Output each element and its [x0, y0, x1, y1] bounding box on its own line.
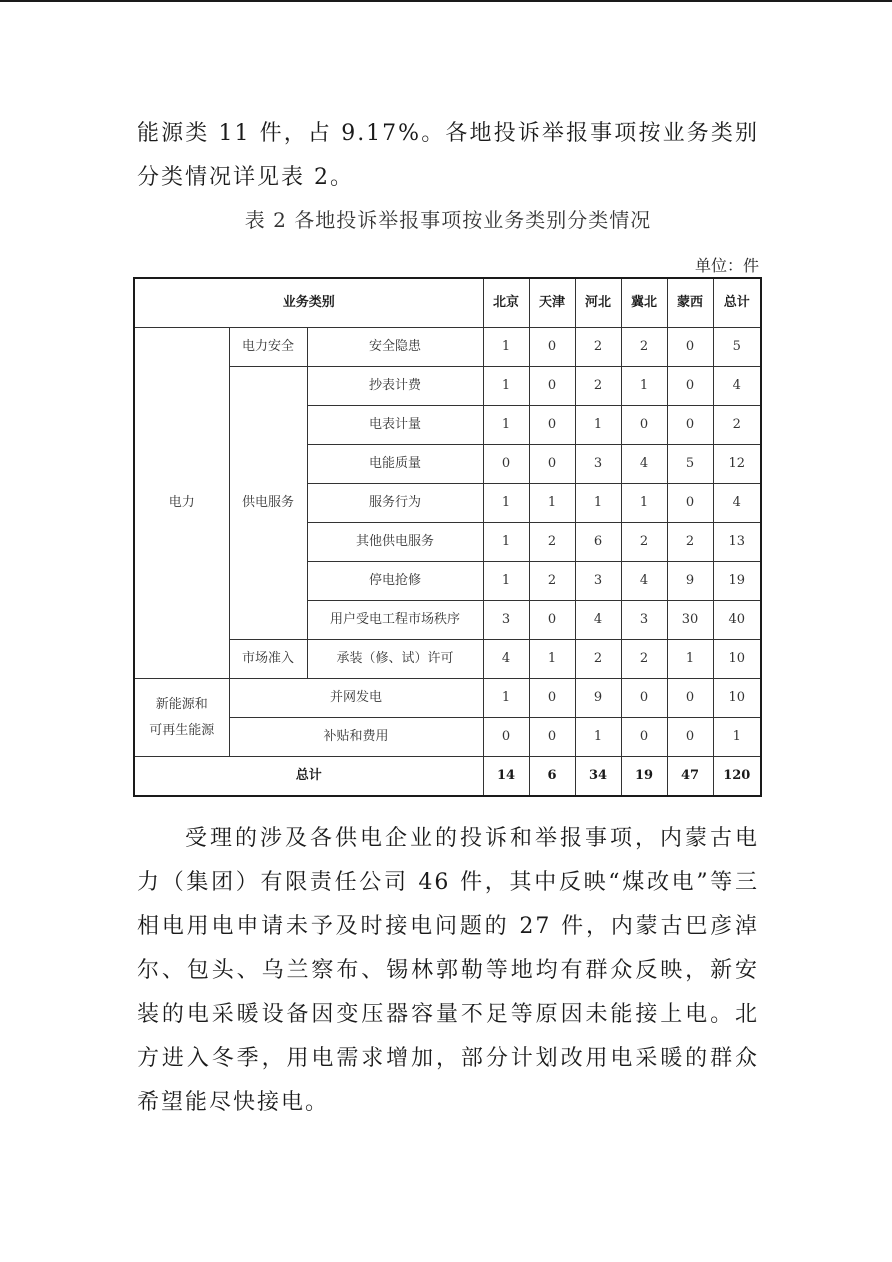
table-header-row	[134, 278, 761, 328]
row-label: 承装（修、试）许可	[307, 640, 483, 679]
intro-paragraph: 能源类 11 件，占 9.17%。各地投诉举报事项按业务类别分类情况详见表 2。	[137, 121, 759, 190]
subgroup-supply: 供电服务	[229, 367, 307, 640]
body-paragraph: 受理的涉及各供电企业的投诉和举报事项，内蒙古电力（集团）有限责任公司 46 件，其中反映“煤改电”等三相电用电申请未予及时接电问题的 27 件，内蒙古巴彦淖尔、包头、乌兰察布、锡林郭勒等地均有群众反映，新安装的电采暖设备因变压器容量不足等原因未能接上电。北方进入冬季，用电需求增加，部分计划改用电采暖的群众希望能尽快接电。	[137, 826, 759, 1115]
cell-value: 0	[667, 718, 713, 757]
cell-value: 0	[483, 718, 529, 757]
row-label: 停电抢修	[307, 562, 483, 601]
cell-value: 1	[529, 484, 575, 523]
cell-value: 1	[621, 367, 667, 406]
group-electric: 电力	[134, 328, 229, 679]
cell-value: 13	[713, 523, 761, 562]
cell-value: 40	[713, 601, 761, 640]
cell-value: 0	[667, 679, 713, 718]
complaint-table	[133, 277, 762, 797]
cell-value: 0	[529, 367, 575, 406]
cell-value: 1	[483, 562, 529, 601]
row-label: 服务行为	[307, 484, 483, 523]
cell-value: 19	[713, 562, 761, 601]
cell-value: 1	[621, 484, 667, 523]
cell-value: 2	[575, 328, 621, 367]
cell-value: 4	[621, 445, 667, 484]
cell-value: 4	[575, 601, 621, 640]
cell-value: 1	[575, 718, 621, 757]
cell-value: 1	[529, 640, 575, 679]
cell-value: 10	[713, 640, 761, 679]
cell-value: 2	[667, 523, 713, 562]
table-row	[134, 679, 761, 718]
cell-value: 2	[621, 640, 667, 679]
cell-value: 12	[713, 445, 761, 484]
header-beijing: 北京	[483, 278, 529, 328]
row-label: 其他供电服务	[307, 523, 483, 562]
group-renewable-line1: 新能源和	[155, 696, 208, 712]
cell-value: 0	[529, 406, 575, 445]
total-value: 14	[483, 757, 529, 797]
cell-value: 0	[667, 367, 713, 406]
cell-value: 4	[483, 640, 529, 679]
row-label: 并网发电	[229, 679, 483, 718]
row-label: 电表计量	[307, 406, 483, 445]
cell-value: 4	[621, 562, 667, 601]
top-rule	[0, 0, 892, 2]
subgroup-safety: 电力安全	[229, 328, 307, 367]
cell-value: 4	[713, 367, 761, 406]
row-label: 补贴和费用	[229, 718, 483, 757]
cell-value: 1	[483, 523, 529, 562]
row-label: 用户受电工程市场秩序	[307, 601, 483, 640]
header-jibei: 冀北	[621, 278, 667, 328]
cell-value: 3	[621, 601, 667, 640]
total-value: 6	[529, 757, 575, 797]
total-value: 19	[621, 757, 667, 797]
total-label: 总计	[134, 757, 483, 797]
cell-value: 1	[483, 679, 529, 718]
cell-value: 0	[667, 328, 713, 367]
cell-value: 30	[667, 601, 713, 640]
cell-value: 0	[621, 679, 667, 718]
cell-value: 2	[529, 523, 575, 562]
cell-value: 3	[575, 445, 621, 484]
table-unit: 单位：件	[694, 256, 759, 275]
cell-value: 1	[483, 367, 529, 406]
cell-value: 1	[575, 406, 621, 445]
table-title: 表 2 各地投诉举报事项按业务类别分类情况	[244, 208, 652, 232]
cell-value: 2	[575, 640, 621, 679]
row-label: 电能质量	[307, 445, 483, 484]
cell-value: 9	[575, 679, 621, 718]
row-label: 抄表计费	[307, 367, 483, 406]
table-row	[134, 640, 761, 679]
total-value: 120	[713, 757, 761, 797]
cell-value: 1	[667, 640, 713, 679]
cell-value: 6	[575, 523, 621, 562]
row-label: 安全隐患	[307, 328, 483, 367]
cell-value: 0	[529, 328, 575, 367]
cell-value: 0	[667, 484, 713, 523]
group-renewable-line2: 可再生能源	[149, 722, 215, 738]
cell-value: 0	[667, 406, 713, 445]
header-category: 业务类别	[134, 278, 483, 328]
cell-value: 2	[621, 328, 667, 367]
cell-value: 2	[621, 523, 667, 562]
cell-value: 0	[621, 718, 667, 757]
cell-value: 5	[667, 445, 713, 484]
total-row	[134, 757, 761, 797]
table-row	[134, 718, 761, 757]
cell-value: 0	[529, 601, 575, 640]
table-row	[134, 367, 761, 406]
cell-value: 0	[529, 445, 575, 484]
cell-value: 4	[713, 484, 761, 523]
cell-value: 0	[529, 718, 575, 757]
group-renewable	[134, 679, 229, 757]
cell-value: 1	[713, 718, 761, 757]
header-mengxi: 蒙西	[667, 278, 713, 328]
cell-value: 1	[483, 328, 529, 367]
cell-value: 2	[529, 562, 575, 601]
cell-value: 2	[575, 367, 621, 406]
cell-value: 10	[713, 679, 761, 718]
table-row	[134, 328, 761, 367]
cell-value: 5	[713, 328, 761, 367]
cell-value: 0	[529, 679, 575, 718]
cell-value: 1	[483, 484, 529, 523]
cell-value: 1	[483, 406, 529, 445]
header-tianjin: 天津	[529, 278, 575, 328]
header-hebei: 河北	[575, 278, 621, 328]
cell-value: 0	[621, 406, 667, 445]
cell-value: 9	[667, 562, 713, 601]
header-total: 总计	[713, 278, 761, 328]
total-value: 34	[575, 757, 621, 797]
cell-value: 3	[483, 601, 529, 640]
subgroup-market: 市场准入	[229, 640, 307, 679]
cell-value: 1	[575, 484, 621, 523]
cell-value: 2	[713, 406, 761, 445]
cell-value: 3	[575, 562, 621, 601]
cell-value: 0	[483, 445, 529, 484]
total-value: 47	[667, 757, 713, 797]
